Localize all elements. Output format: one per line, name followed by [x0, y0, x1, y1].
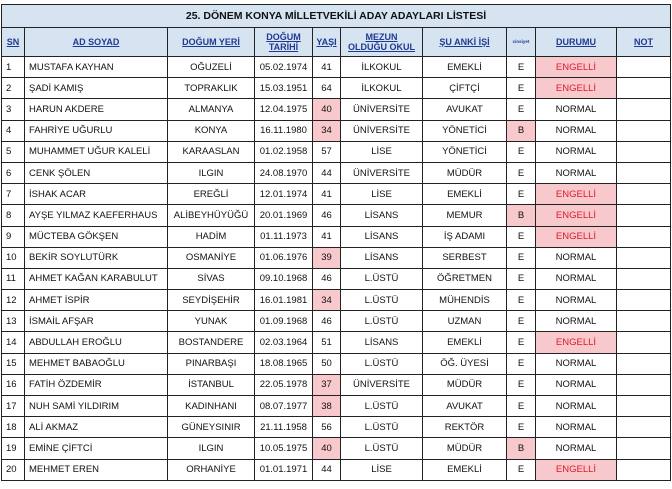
cell-mezun: ÜNİVERSİTE [341, 99, 423, 120]
cell-not [617, 162, 671, 183]
cell-ad-soyad: ALİ AKMAZ [25, 417, 168, 438]
cell-su-anki-isi: UZMAN [423, 311, 507, 332]
cell-sn: 9 [2, 226, 25, 247]
cell-cinsiyet: E [507, 78, 536, 99]
cell-yasi: 46 [313, 205, 341, 226]
header-ad-soyad: AD SOYAD [25, 28, 168, 57]
cell-ad-soyad: MÜCTEBA GÖKŞEN [25, 226, 168, 247]
cell-cinsiyet: E [507, 226, 536, 247]
cell-cinsiyet: E [507, 99, 536, 120]
cell-mezun: LİSANS [341, 332, 423, 353]
cell-sn: 13 [2, 311, 25, 332]
cell-yasi: 64 [313, 78, 341, 99]
cell-dogum-yeri: TOPRAKLIK [168, 78, 255, 99]
table-row [2, 120, 671, 141]
cell-mezun: LİSE [341, 459, 423, 480]
cell-ad-soyad: FATİH ÖZDEMİR [25, 374, 168, 395]
cell-dogum-tarihi: 21.11.1958 [255, 417, 313, 438]
table-row [2, 311, 671, 332]
cell-dogum-yeri: SEYDİŞEHİR [168, 290, 255, 311]
cell-not [617, 247, 671, 268]
cell-dogum-tarihi: 01.11.1973 [255, 226, 313, 247]
cell-su-anki-isi: AVUKAT [423, 99, 507, 120]
cell-sn: 12 [2, 290, 25, 311]
candidate-sheet [1, 4, 670, 481]
cell-sn: 14 [2, 332, 25, 353]
cell-cinsiyet: E [507, 417, 536, 438]
cell-durumu: NORMAL [536, 374, 617, 395]
cell-sn: 20 [2, 459, 25, 480]
cell-mezun: LİSE [341, 141, 423, 162]
cell-sn: 11 [2, 268, 25, 289]
cell-dogum-tarihi: 20.01.1969 [255, 205, 313, 226]
cell-ad-soyad: AHMET KAĞAN KARABULUT [25, 268, 168, 289]
cell-mezun: L.ÜSTÜ [341, 396, 423, 417]
cell-su-anki-isi: SERBEST [423, 247, 507, 268]
cell-sn: 17 [2, 396, 25, 417]
cell-sn: 6 [2, 162, 25, 183]
cell-not [617, 374, 671, 395]
table-row [2, 438, 671, 459]
header-dogum-tarihi [255, 28, 313, 57]
cell-durumu: ENGELLİ [536, 226, 617, 247]
table-row [2, 353, 671, 374]
cell-durumu: NORMAL [536, 247, 617, 268]
cell-yasi: 44 [313, 162, 341, 183]
cell-sn: 16 [2, 374, 25, 395]
cell-dogum-tarihi: 10.05.1975 [255, 438, 313, 459]
cell-sn: 4 [2, 120, 25, 141]
cell-dogum-yeri: ORHANİYE [168, 459, 255, 480]
header-dogum-tarihi-line2: TARİHİ [268, 42, 299, 52]
cell-ad-soyad: HARUN AKDERE [25, 99, 168, 120]
cell-yasi: 39 [313, 247, 341, 268]
cell-su-anki-isi: MÜDÜR [423, 374, 507, 395]
cell-mezun: L.ÜSTÜ [341, 417, 423, 438]
cell-cinsiyet: B [507, 438, 536, 459]
cell-mezun: LİSANS [341, 226, 423, 247]
cell-mezun: İLKOKUL [341, 57, 423, 78]
cell-durumu: ENGELLİ [536, 78, 617, 99]
cell-cinsiyet: B [507, 120, 536, 141]
cell-durumu: NORMAL [536, 311, 617, 332]
cell-yasi: 41 [313, 226, 341, 247]
table-row [2, 226, 671, 247]
cell-cinsiyet: E [507, 396, 536, 417]
cell-yasi: 50 [313, 353, 341, 374]
cell-sn: 19 [2, 438, 25, 459]
cell-dogum-yeri: ILGIN [168, 438, 255, 459]
header-dogum-tarihi-line1: DOĞUM [266, 32, 301, 42]
cell-mezun: ÜNİVERSİTE [341, 120, 423, 141]
cell-not [617, 78, 671, 99]
cell-yasi: 38 [313, 396, 341, 417]
cell-cinsiyet: E [507, 57, 536, 78]
cell-su-anki-isi: MÜDÜR [423, 438, 507, 459]
cell-dogum-yeri: ALİBEYHÜYÜĞÜ [168, 205, 255, 226]
cell-not [617, 141, 671, 162]
cell-su-anki-isi: EMEKLİ [423, 184, 507, 205]
cell-ad-soyad: EMİNE ÇİFTCİ [25, 438, 168, 459]
cell-not [617, 396, 671, 417]
header-su-anki-isi: ŞU ANKİ İŞİ [423, 28, 507, 57]
cell-ad-soyad: MUSTAFA KAYHAN [25, 57, 168, 78]
cell-yasi: 46 [313, 311, 341, 332]
cell-durumu: ENGELLİ [536, 184, 617, 205]
cell-yasi: 46 [313, 268, 341, 289]
cell-dogum-tarihi: 16.11.1980 [255, 120, 313, 141]
cell-yasi: 44 [313, 459, 341, 480]
cell-not [617, 438, 671, 459]
cell-dogum-yeri: ALMANYA [168, 99, 255, 120]
cell-durumu: ENGELLİ [536, 459, 617, 480]
cell-durumu: NORMAL [536, 417, 617, 438]
header-not: NOT [617, 28, 671, 57]
cell-ad-soyad: MUHAMMET UĞUR KALELİ [25, 141, 168, 162]
table-row [2, 417, 671, 438]
table-row [2, 396, 671, 417]
table-row [2, 332, 671, 353]
cell-mezun: L.ÜSTÜ [341, 268, 423, 289]
cell-cinsiyet: E [507, 311, 536, 332]
cell-ad-soyad: İSMAİL AFŞAR [25, 311, 168, 332]
cell-dogum-tarihi: 01.09.1968 [255, 311, 313, 332]
table-row [2, 247, 671, 268]
cell-dogum-yeri: EREĞLİ [168, 184, 255, 205]
cell-not [617, 353, 671, 374]
cell-ad-soyad: AYŞE YILMAZ KAEFERHAUS [25, 205, 168, 226]
cell-yasi: 34 [313, 290, 341, 311]
cell-not [617, 120, 671, 141]
cell-dogum-yeri: OĞUZELİ [168, 57, 255, 78]
candidate-rows [2, 57, 671, 481]
cell-durumu: ENGELLİ [536, 205, 617, 226]
cell-dogum-tarihi: 01.02.1958 [255, 141, 313, 162]
cell-durumu: NORMAL [536, 290, 617, 311]
cell-mezun: LİSANS [341, 247, 423, 268]
header-dogum-yeri: DOĞUM YERİ [168, 28, 255, 57]
cell-dogum-tarihi: 12.01.1974 [255, 184, 313, 205]
cell-su-anki-isi: YÖNETİCİ [423, 141, 507, 162]
cell-dogum-tarihi: 22.05.1978 [255, 374, 313, 395]
header-yasi: YAŞI [313, 28, 341, 57]
cell-durumu: NORMAL [536, 120, 617, 141]
cell-cinsiyet: B [507, 205, 536, 226]
cell-su-anki-isi: EMEKLİ [423, 57, 507, 78]
cell-ad-soyad: NUH SAMİ YILDIRIM [25, 396, 168, 417]
header-mezun-line2: OLDUĞU OKUL [348, 42, 415, 52]
cell-durumu: NORMAL [536, 99, 617, 120]
cell-ad-soyad: MEHMET BABAOĞLU [25, 353, 168, 374]
cell-dogum-yeri: OSMANİYE [168, 247, 255, 268]
cell-dogum-tarihi: 18.08.1965 [255, 353, 313, 374]
cell-dogum-tarihi: 16.01.1981 [255, 290, 313, 311]
cell-not [617, 99, 671, 120]
cell-mezun: İLKOKUL [341, 78, 423, 99]
header-cinsiyet: cinsiyet [507, 28, 536, 57]
cell-durumu: NORMAL [536, 162, 617, 183]
cell-dogum-tarihi: 01.06.1976 [255, 247, 313, 268]
cell-dogum-yeri: KONYA [168, 120, 255, 141]
cell-dogum-yeri: İSTANBUL [168, 374, 255, 395]
cell-dogum-yeri: BOSTANDERE [168, 332, 255, 353]
cell-dogum-tarihi: 12.04.1975 [255, 99, 313, 120]
cell-sn: 3 [2, 99, 25, 120]
cell-dogum-yeri: YUNAK [168, 311, 255, 332]
cell-not [617, 226, 671, 247]
cell-durumu: NORMAL [536, 438, 617, 459]
header-mezun-line1: MEZUN [365, 32, 398, 42]
cell-not [617, 184, 671, 205]
cell-su-anki-isi: MÜHENDİS [423, 290, 507, 311]
cell-cinsiyet: E [507, 141, 536, 162]
cell-mezun: LİSE [341, 184, 423, 205]
cell-cinsiyet: E [507, 353, 536, 374]
cell-durumu: ENGELLİ [536, 57, 617, 78]
cell-mezun: L.ÜSTÜ [341, 311, 423, 332]
cell-yasi: 40 [313, 99, 341, 120]
header-sn: SN [2, 28, 25, 57]
cell-su-anki-isi: ÇİFTÇİ [423, 78, 507, 99]
cell-dogum-tarihi: 15.03.1951 [255, 78, 313, 99]
cell-sn: 7 [2, 184, 25, 205]
table-row [2, 78, 671, 99]
sheet-title: 25. DÖNEM KONYA MİLLETVEKİLİ ADAY ADAYLARI LİSTESİ [2, 5, 671, 28]
cell-mezun: L.ÜSTÜ [341, 290, 423, 311]
cell-su-anki-isi: ÖĞ. ÜYESİ [423, 353, 507, 374]
cell-yasi: 41 [313, 57, 341, 78]
cell-mezun: LİSANS [341, 205, 423, 226]
cell-ad-soyad: ŞADİ KAMIŞ [25, 78, 168, 99]
cell-cinsiyet: E [507, 374, 536, 395]
cell-sn: 8 [2, 205, 25, 226]
cell-su-anki-isi: ÖĞRETMEN [423, 268, 507, 289]
cell-dogum-yeri: PINARBAŞI [168, 353, 255, 374]
cell-sn: 2 [2, 78, 25, 99]
cell-cinsiyet: E [507, 162, 536, 183]
cell-su-anki-isi: REKTÖR [423, 417, 507, 438]
header-durumu: DURUMU [536, 28, 617, 57]
candidate-table [1, 4, 671, 481]
table-row [2, 99, 671, 120]
cell-su-anki-isi: MEMUR [423, 205, 507, 226]
cell-cinsiyet: E [507, 184, 536, 205]
header-mezun [341, 28, 423, 57]
cell-not [617, 459, 671, 480]
cell-not [617, 268, 671, 289]
cell-yasi: 56 [313, 417, 341, 438]
cell-yasi: 34 [313, 120, 341, 141]
cell-dogum-tarihi: 01.01.1971 [255, 459, 313, 480]
cell-dogum-yeri: KADINHANI [168, 396, 255, 417]
table-row [2, 57, 671, 78]
cell-yasi: 37 [313, 374, 341, 395]
cell-ad-soyad: AHMET İSPİR [25, 290, 168, 311]
cell-dogum-tarihi: 02.03.1964 [255, 332, 313, 353]
cell-cinsiyet: E [507, 268, 536, 289]
cell-ad-soyad: BEKİR SOYLUTÜRK [25, 247, 168, 268]
table-row [2, 205, 671, 226]
table-row [2, 162, 671, 183]
cell-yasi: 40 [313, 438, 341, 459]
cell-ad-soyad: MEHMET EREN [25, 459, 168, 480]
cell-durumu: ENGELLİ [536, 332, 617, 353]
cell-sn: 1 [2, 57, 25, 78]
cell-dogum-yeri: GÜNEYSINIR [168, 417, 255, 438]
cell-durumu: NORMAL [536, 268, 617, 289]
cell-mezun: L.ÜSTÜ [341, 353, 423, 374]
cell-durumu: NORMAL [536, 396, 617, 417]
cell-dogum-tarihi: 09.10.1968 [255, 268, 313, 289]
cell-not [617, 311, 671, 332]
cell-su-anki-isi: MÜDÜR [423, 162, 507, 183]
cell-yasi: 51 [313, 332, 341, 353]
cell-cinsiyet: E [507, 332, 536, 353]
cell-sn: 18 [2, 417, 25, 438]
cell-not [617, 332, 671, 353]
cell-yasi: 41 [313, 184, 341, 205]
cell-ad-soyad: CENK ŞÖLEN [25, 162, 168, 183]
cell-cinsiyet: E [507, 247, 536, 268]
cell-su-anki-isi: YÖNETİCİ [423, 120, 507, 141]
cell-ad-soyad: FAHRİYE UĞURLU [25, 120, 168, 141]
cell-dogum-tarihi: 05.02.1974 [255, 57, 313, 78]
cell-not [617, 417, 671, 438]
cell-not [617, 205, 671, 226]
cell-not [617, 290, 671, 311]
cell-dogum-yeri: ILGIN [168, 162, 255, 183]
table-row [2, 374, 671, 395]
cell-su-anki-isi: İŞ ADAMI [423, 226, 507, 247]
cell-cinsiyet: E [507, 459, 536, 480]
cell-sn: 15 [2, 353, 25, 374]
cell-dogum-yeri: KARAASLAN [168, 141, 255, 162]
cell-mezun: L.ÜSTÜ [341, 438, 423, 459]
cell-su-anki-isi: EMEKLİ [423, 459, 507, 480]
cell-dogum-yeri: SİVAS [168, 268, 255, 289]
cell-durumu: NORMAL [536, 141, 617, 162]
cell-dogum-tarihi: 24.08.1970 [255, 162, 313, 183]
cell-mezun: ÜNİVERSİTE [341, 162, 423, 183]
cell-dogum-tarihi: 08.07.1977 [255, 396, 313, 417]
cell-durumu: NORMAL [536, 353, 617, 374]
cell-sn: 5 [2, 141, 25, 162]
cell-not [617, 57, 671, 78]
table-row [2, 268, 671, 289]
cell-ad-soyad: İSHAK ACAR [25, 184, 168, 205]
cell-sn: 10 [2, 247, 25, 268]
cell-cinsiyet: E [507, 290, 536, 311]
cell-yasi: 57 [313, 141, 341, 162]
table-row [2, 290, 671, 311]
table-row [2, 184, 671, 205]
table-row [2, 141, 671, 162]
cell-ad-soyad: ABDULLAH EROĞLU [25, 332, 168, 353]
table-row [2, 459, 671, 480]
cell-mezun: ÜNİVERSİTE [341, 374, 423, 395]
cell-su-anki-isi: AVUKAT [423, 396, 507, 417]
cell-dogum-yeri: HADİM [168, 226, 255, 247]
cell-su-anki-isi: EMEKLİ [423, 332, 507, 353]
